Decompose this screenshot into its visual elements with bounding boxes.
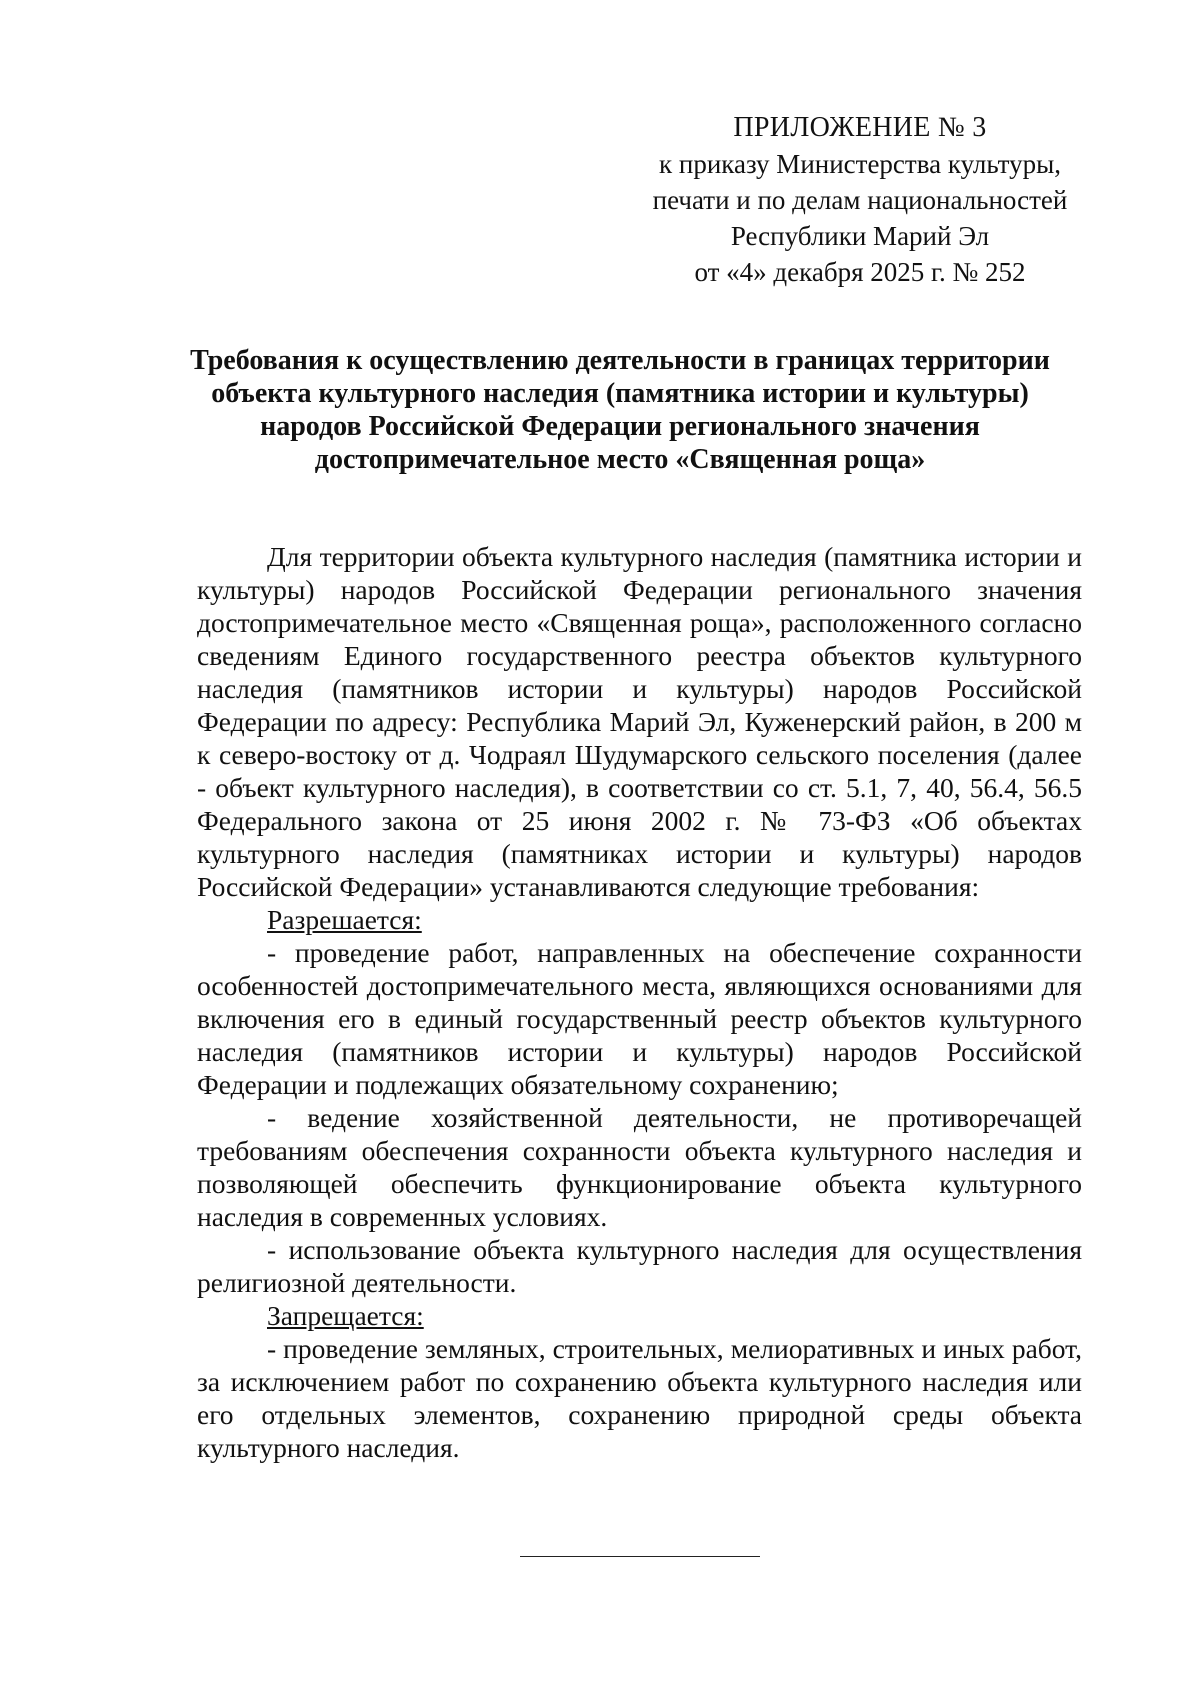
- appendix-line-ministry: печати и по делам национальностей: [652, 185, 1068, 215]
- allowed-item: - проведение работ, направленных на обеспечение сохранности особенностей достопримечательного места, являющихся основаниями для включения его в единый государственный реестр объектов культурного наследия (памятников истории и культуры) народов Российской Федерации и подлежащих обязательному сохранению;: [197, 937, 1082, 1100]
- allowed-item: - ведение хозяйственной деятельности, не противоречащей требованиям обеспечения сохранности объекта культурного наследия и позволяющей обеспечить функционирование объекта культурного наследия в современных условиях.: [197, 1102, 1082, 1232]
- title-line-4: достопримечательное место «Священная роща»: [314, 444, 926, 475]
- allowed-item: - использование объекта культурного наследия для осуществления религиозной деятельности.: [197, 1234, 1082, 1298]
- title-line-3: народов Российской Федерации регионального значения: [260, 411, 980, 442]
- appendix-line-republic: Республики Марий Эл: [730, 221, 990, 251]
- forbidden-section-label: Запрещается:: [267, 1300, 424, 1331]
- intro-paragraph: Для территории объекта культурного наследия (памятника истории и культуры) народов Российской Федерации регионального значения достопримечательное место «Священная роща», расположенного согласно сведениям Единого государственного реестра объектов культурного наследия (памятников истории и культуры) народов Российской Федерации по адресу: Республика Марий Эл, Куженерский район, в 200 м к северо-востоку от д. Чодраял Шудумарского сельского поселения (далее - объект культурного наследия), в соответствии со ст. 5.1, 7, 40, 56.4, 56.5 Федерального закона от 25 июня 2002 г. № 73-ФЗ «Об объектах культурного наследия (памятниках истории и культуры) народов Российской Федерации» устанавливаются следующие требования:: [197, 541, 1082, 902]
- document-title: [160, 344, 1080, 476]
- closing-divider: [520, 1556, 760, 1557]
- title-line-2: объекта культурного наследия (памятника истории и культуры): [211, 378, 1029, 409]
- appendix-line-date: от «4» декабря 2025 г. № 252: [694, 257, 1026, 287]
- appendix-line-order: к приказу Министерства культуры,: [659, 149, 1061, 179]
- title-line-1: Требования к осуществлению деятельности в границах территории: [190, 345, 1050, 376]
- forbidden-item: - проведение земляных, строительных, мелиоративных и иных работ, за исключением работ по сохранению объекта культурного наследия или его отдельных элементов, сохранению природной среды объекта культурного наследия.: [197, 1333, 1082, 1463]
- allowed-section-label: Разрешается:: [267, 904, 422, 935]
- appendix-header: [640, 110, 1080, 290]
- appendix-heading: ПРИЛОЖЕНИЕ № 3: [733, 112, 987, 143]
- document-body: [197, 540, 1082, 1464]
